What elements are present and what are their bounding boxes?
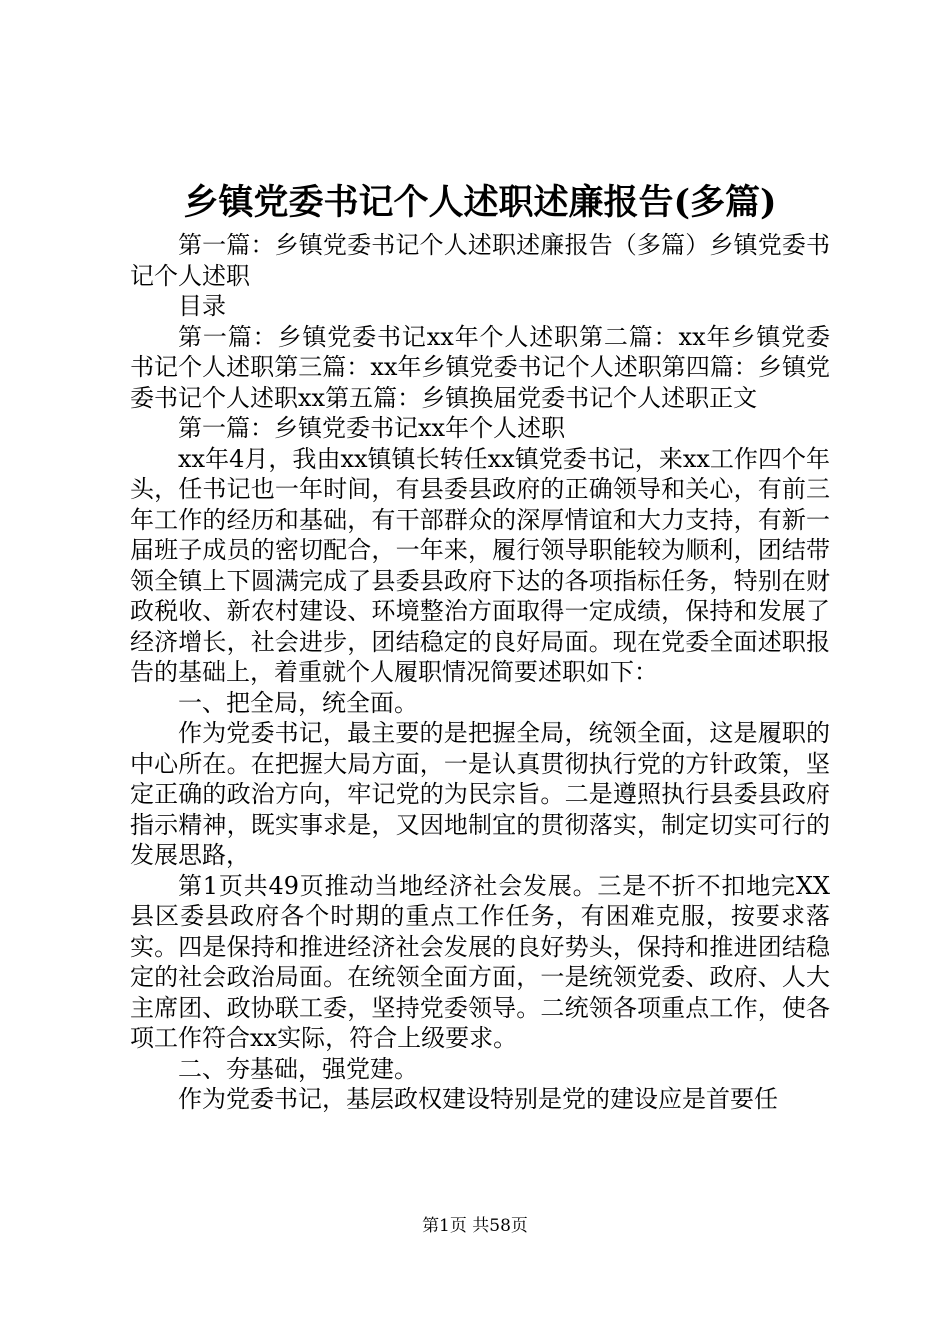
- paragraph-body: 作为党委书记，基层政权建设特别是党的建设应是首要任: [178, 1085, 778, 1113]
- paragraph-body: 第1页共49页推动当地经济社会发展。三是不折不扣地完XX县区委县政府各个时期的重点工作任务，有困难克服，按要求落实。四是保持和推进经济社会发展的良好势头，保持和推进团结稳定的社会政治局面。在统领全面方面，一是统领党委、政府、人大主席团、政协联工委，坚持党委领导。二统领各项重点工作，使各项工作符合xx实际，符合上级要求。: [130, 871, 830, 1052]
- paragraph-section-heading: 第一篇：乡镇党委书记xx年个人述职: [178, 414, 566, 442]
- paragraph-intro: 第一篇：乡镇党委书记个人述职述廉报告（多篇）乡镇党委书记个人述职: [130, 231, 830, 290]
- document-title: 乡镇党委书记个人述职述廉报告(多篇): [183, 182, 777, 223]
- paragraph-toc-heading: 目录: [178, 292, 226, 320]
- paragraph-subheading: 二、夯基础，强党建。: [178, 1054, 418, 1083]
- paragraph-subheading: 一、把全局，统全面。: [178, 688, 418, 717]
- paragraph-body: 作为党委书记，最主要的是把握全局，统领全面，这是履职的中心所在。在把握大局方面，一是认真贯彻执行党的方针政策，坚定正确的政治方向，牢记党的为民宗旨。二是遵照执行县委县政府指示精神，既实事求是，又因地制宜的贯彻落实，制定切实可行的发展思路，: [130, 719, 830, 869]
- document-page: [130, 178, 830, 1115]
- page-footer: 第1页 共58页: [422, 1216, 528, 1236]
- paragraph-body: xx年4月，我由xx镇镇长转任xx镇党委书记，来xx工作四个年头，任书记也一年时间，有县委县政府的正确领导和关心，有前三年工作的经历和基础，有干部群众的深厚情谊和大力支持，有新一届班子成员的密切配合，一年来，履行领导职能较为顺利，团结带领全镇上下圆满完成了县委县政府下达的各项指标任务，特别在财政税收、新农村建设、环境整治方面取得一定成绩，保持和发展了经济增长，社会进步，团结稳定的良好局面。现在党委全面述职报告的基础上，着重就个人履职情况简要述职如下：: [130, 444, 830, 686]
- paragraph-toc: 第一篇：乡镇党委书记xx年个人述职第二篇：xx年乡镇党委书记个人述职第三篇：xx年乡镇党委书记个人述职第四篇：乡镇党委书记个人述职xx第五篇：乡镇换届党委书记个人述职正文: [130, 322, 830, 412]
